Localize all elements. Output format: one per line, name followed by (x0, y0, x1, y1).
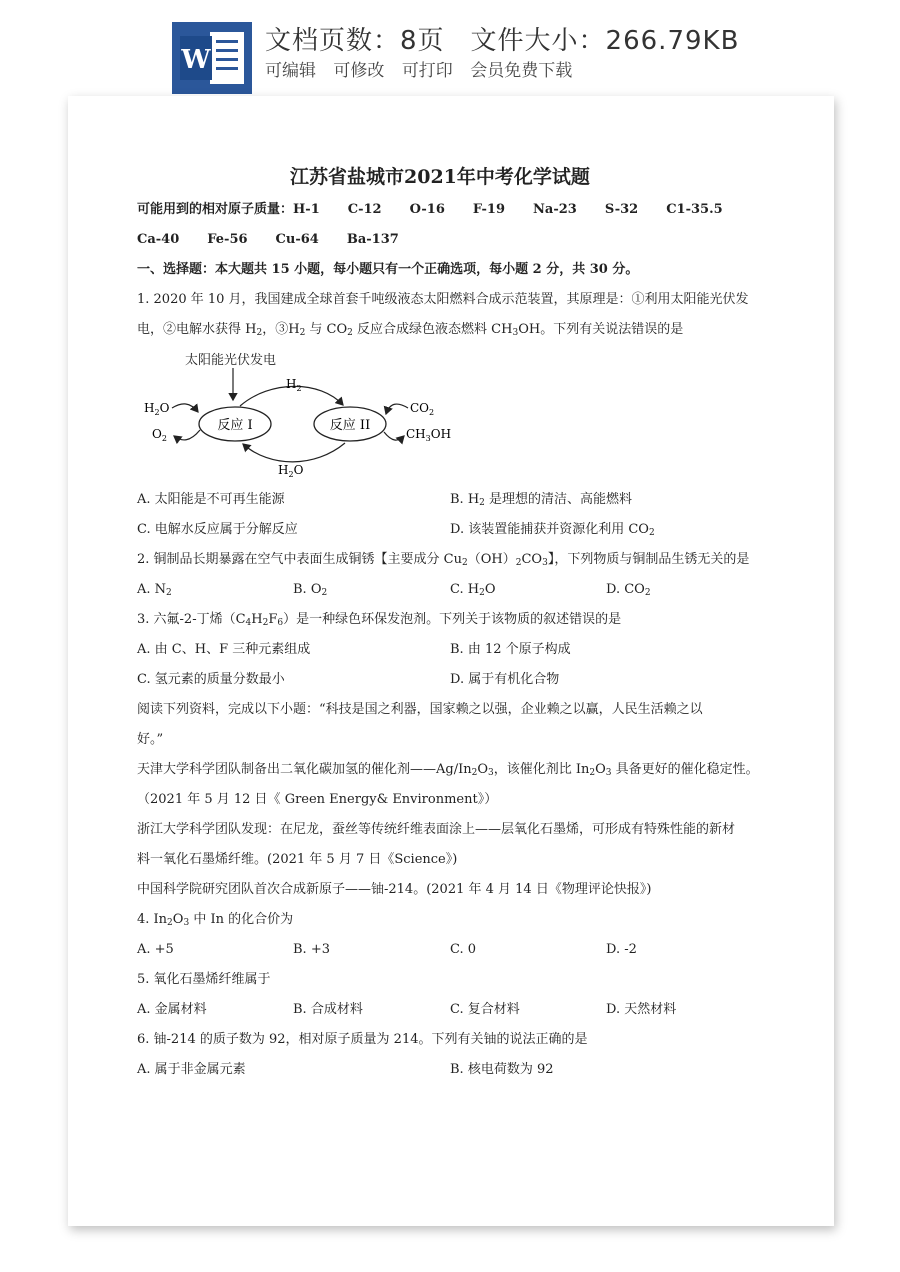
co2-input-arrow (386, 404, 408, 414)
q4-option-b: B. +3 (293, 942, 330, 957)
word-document-icon (172, 22, 252, 94)
q2-option-b: B. $O_2$ (293, 582, 328, 598)
q3-option-a: A. 由 C、H、F 三种元素组成 (137, 642, 311, 657)
download-banner (0, 0, 900, 100)
h2o-input-label: $H_2O$ (144, 401, 170, 417)
svg-text:W: W (181, 45, 211, 75)
atomic-mass-row-1: 可能用到的相对原子质量：H-1 C-12 O-16 F-19 Na-23 S-32 C1-35.5 (137, 202, 723, 217)
feature-editable: 可编辑 (265, 61, 316, 81)
file-size: 文件大小：266.79KB (470, 26, 740, 56)
reading-intro-line-1: 阅读下列资料，完成以下小题：“科技是国之利器，国家赖之以强，企业赖之以赢，人民生活赖之以 (137, 702, 703, 717)
q6-option-a: A. 属于非金属元素 (137, 1062, 246, 1077)
q1-option-a: A. 太阳能是不可再生能源 (137, 492, 285, 507)
zhejiang-paragraph-line-2: 料一氧化石墨烯纤维。(2021 年 5 月 7 日《Science》) (137, 852, 458, 867)
question-1-line-2: 电，②电解水获得 $H_2$，$③H_2$ 与 $CO_2$ 反应合成绿色液态燃料 $CH_3OH$。下列有关说法错误的是 (137, 322, 684, 338)
atomic-mass-row-2: Ca-40 Fe-56 Cu-64 Ba-137 (137, 232, 399, 247)
feature-modifiable: 可修改 (333, 61, 385, 81)
q3-option-b: B. 由 12 个原子构成 (450, 642, 571, 657)
q5-option-c: C. 复合材料 (450, 1002, 520, 1017)
q1-option-c: C. 电解水反应属于分解反应 (137, 522, 298, 537)
q3-option-c: C. 氢元素的质量分数最小 (137, 672, 285, 687)
solar-label: 太阳能光伏发电 (185, 353, 277, 368)
section-heading: 一、选择题：本大题共 15 小题，每小题只有一个正确选项，每小题 2 分，共 30 分。 (137, 262, 639, 277)
question-6: 6. 铀-214 的质子数为 92，相对原子质量为 214。下列有关铀的说法正确的是 (137, 1032, 588, 1047)
file-info (265, 20, 739, 57)
document-title: 江苏省盐城市2021年中考化学试题 (290, 166, 590, 188)
q2-option-a: A. $N_2$ (137, 582, 172, 598)
ch3oh-output-arrow (384, 432, 404, 440)
o2-output-label: $O_2$ (152, 427, 167, 443)
h2o-bottom-label: $H_2O$ (278, 463, 304, 479)
q6-option-b: B. 核电荷数为 92 (450, 1062, 554, 1077)
tianjin-source: （2021 年 5 月 12 日《 Green Energy& Environment》） (137, 792, 498, 807)
page-count: 文档页数：8页 (265, 26, 445, 56)
reaction-2-label: 反应 II (329, 418, 371, 433)
question-2: 2. 铜制品长期暴露在空气中表面生成铜锈【主要成分 $Cu_2(OH)_2CO_3$】，下列物质与铜制品生锈无关的是 (137, 552, 750, 568)
q5-option-a: A. 金属材料 (137, 1002, 207, 1017)
q4-option-c: C. 0 (450, 942, 477, 957)
h2o-input-arrow (172, 404, 198, 412)
zhejiang-paragraph-line-1: 浙江大学科学团队发现：在尼龙，蚕丝等传统纤维表面涂上——层氧化石墨烯，可形成有特殊性能的新材 (137, 822, 736, 837)
q4-option-d: D. -2 (606, 942, 637, 957)
q4-option-a: A. +5 (137, 942, 174, 957)
q1-option-d: D. 该装置能捕获并资源化利用 $CO_2$ (450, 522, 655, 538)
co2-input-label: $CO_2$ (410, 401, 435, 417)
q1-option-b: B. $H_2$ 是理想的清洁、高能燃料 (450, 492, 633, 508)
h2-label: $H_2$ (286, 377, 302, 393)
q5-option-d: D. 天然材料 (606, 1002, 677, 1017)
question-3: 3. 六氟-2-丁烯$(C_4H_2F_6)$是一种绿色环保发泡剂。下列关于该物质的叙述错误的是 (137, 612, 622, 628)
reading-intro-line-2: 好。” (137, 732, 164, 747)
q3-option-d: D. 属于有机化合物 (450, 672, 560, 687)
feature-member-download: 会员免费下载 (470, 61, 573, 81)
q5-option-b: B. 合成材料 (293, 1002, 363, 1017)
ch3oh-output-label: $CH_3OH$ (406, 427, 452, 443)
reaction-diagram (140, 350, 460, 480)
tianjin-paragraph: 天津大学科学团队制备出二氧化碳加氢的催化剂$——Ag/In_2O_3$，该催化剂比 $In_2O_3$ 具备更好的催化稳定性。 (137, 762, 759, 778)
question-5: 5. 氧化石墨烯纤维属于 (137, 972, 271, 987)
feature-list (265, 56, 584, 81)
question-4: 4. $In_2O_3$ 中 In 的化合价为 (137, 912, 294, 928)
q2-option-c: C. $H_2O$ (450, 582, 496, 598)
question-1-line-1: 1. 2020 年 10 月，我国建成全球首套千吨级液态太阳燃料合成示范装置，其原理是：①利用太阳能光伏发 (137, 292, 749, 307)
o2-output-arrow (174, 430, 200, 440)
q2-option-d: D. $CO_2$ (606, 582, 651, 598)
h2o-return-arrow (243, 443, 345, 462)
feature-printable: 可打印 (401, 61, 453, 81)
reaction-1-label: 反应 I (217, 418, 253, 433)
cas-paragraph: 中国科学院研究团队首次合成新原子——铀-214。(2021 年 4 月 14 日《物理评论快报》) (137, 882, 652, 897)
